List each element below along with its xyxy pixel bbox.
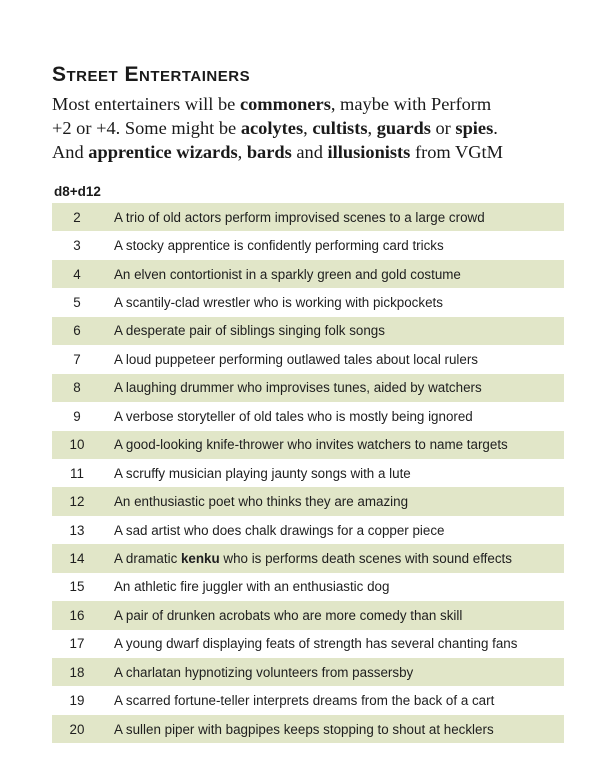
- roll-number: 6: [73, 323, 81, 339]
- table-row: [52, 231, 564, 259]
- roll-number: 2: [73, 209, 81, 225]
- table-row: [52, 374, 564, 402]
- roll-number: 7: [73, 351, 81, 367]
- intro-text: and: [291, 142, 328, 162]
- roll-number: 12: [69, 494, 85, 510]
- row-description: An elven contortionist in a sparkly green and gold costume: [114, 266, 461, 282]
- row-description: A charlatan hypnotizing volunteers from passersby: [114, 664, 414, 680]
- intro-text: Most entertainers will be: [52, 94, 240, 114]
- roll-number: 3: [73, 238, 81, 254]
- row-description: A sullen piper with bagpipes keeps stopping to shout at hecklers: [114, 721, 494, 737]
- table-row: [52, 516, 564, 544]
- row-description: A scantily-clad wrestler who is working with pickpockets: [114, 295, 443, 311]
- intro-text: .: [493, 118, 498, 138]
- intro-text: or: [430, 118, 456, 138]
- table-row: [52, 203, 564, 231]
- roll-number: 14: [69, 550, 85, 566]
- table-row: [52, 715, 564, 743]
- row-description: A scruffy musician playing jaunty songs with a lute: [114, 465, 411, 481]
- table-row: [52, 658, 564, 686]
- roll-number: 19: [69, 693, 85, 709]
- intro-text: +2 or +4. Some might be: [52, 118, 241, 138]
- intro-creature-link: cultists: [312, 118, 368, 138]
- table-row: [52, 601, 564, 629]
- roll-number: 20: [69, 721, 85, 737]
- roll-number: 18: [69, 664, 85, 680]
- row-description: A loud puppeteer performing outlawed tales about local rulers: [114, 351, 479, 367]
- table-row: [52, 573, 564, 601]
- table-row: [52, 345, 564, 373]
- row-description: A verbose storyteller of old tales who is mostly being ignored: [114, 408, 473, 424]
- intro-text: And: [52, 142, 89, 162]
- row-description: A desperate pair of siblings singing folk songs: [114, 323, 385, 339]
- table-row: [52, 317, 564, 345]
- intro-creature-link: commoners: [239, 94, 331, 114]
- roll-table: [52, 181, 568, 743]
- roll-number: 10: [69, 437, 85, 453]
- row-description: A stocky apprentice is confidently performing card tricks: [114, 238, 444, 254]
- intro-text: from VGtM: [410, 142, 503, 162]
- roll-number: 5: [73, 295, 81, 311]
- table-row: [52, 260, 564, 288]
- intro-text: ,: [303, 118, 313, 138]
- row-description: A scarred fortune-teller interprets dreams from the back of a cart: [114, 693, 495, 709]
- roll-number: 16: [69, 607, 85, 623]
- row-description: A sad artist who does chalk drawings for a copper piece: [114, 522, 445, 538]
- intro-creature-link: illusionists: [327, 142, 411, 162]
- roll-number: 4: [73, 266, 81, 282]
- row-description: An athletic fire juggler with an enthusiastic dog: [114, 579, 390, 595]
- roll-number: 15: [69, 579, 85, 595]
- row-description: A pair of drunken acrobats who are more comedy than skill: [114, 607, 463, 623]
- row-description: An enthusiastic poet who thinks they are amazing: [114, 494, 409, 510]
- table-row: [52, 487, 564, 515]
- table-row: [52, 686, 564, 714]
- roll-number: 11: [70, 465, 84, 481]
- intro-creature-link: bards: [246, 142, 292, 162]
- table-row: [52, 431, 564, 459]
- row-description: A trio of old actors perform improvised scenes to a large crowd: [114, 209, 485, 225]
- table-column-header: d8+d12: [54, 184, 101, 199]
- roll-number: 13: [69, 522, 85, 538]
- intro-creature-link: spies: [455, 118, 494, 138]
- intro-text: ,: [237, 142, 247, 162]
- roll-number: 8: [73, 380, 81, 396]
- row-description: A good-looking knife-thrower who invites watchers to name targets: [114, 437, 508, 453]
- intro-text: ,: [367, 118, 377, 138]
- row-text: who is performs death scenes with sound effects: [219, 550, 512, 566]
- roll-number: 9: [73, 408, 81, 424]
- row-description: [102, 551, 512, 566]
- row-description: A young dwarf displaying feats of strength has several chanting fans: [114, 636, 518, 652]
- table-row: [52, 459, 564, 487]
- page: [52, 58, 568, 743]
- intro-creature-link: guards: [376, 118, 431, 138]
- intro-creature-link: acolytes: [240, 118, 304, 138]
- table-row: [52, 402, 564, 430]
- creature-link: kenku: [180, 550, 220, 566]
- intro-creature-link: apprentice wizards: [88, 142, 238, 162]
- table-row: [52, 630, 564, 658]
- intro-text: , maybe with Perform: [330, 94, 492, 114]
- intro-paragraph: [52, 92, 568, 164]
- table-row: [52, 288, 564, 316]
- page-title: Street Entertainers: [52, 63, 251, 86]
- row-description: A laughing drummer who improvises tunes, aided by watchers: [114, 380, 482, 396]
- row-text: A dramatic: [114, 550, 181, 566]
- table-row: [52, 544, 564, 572]
- table-body: [52, 203, 568, 743]
- roll-number: 17: [69, 636, 85, 652]
